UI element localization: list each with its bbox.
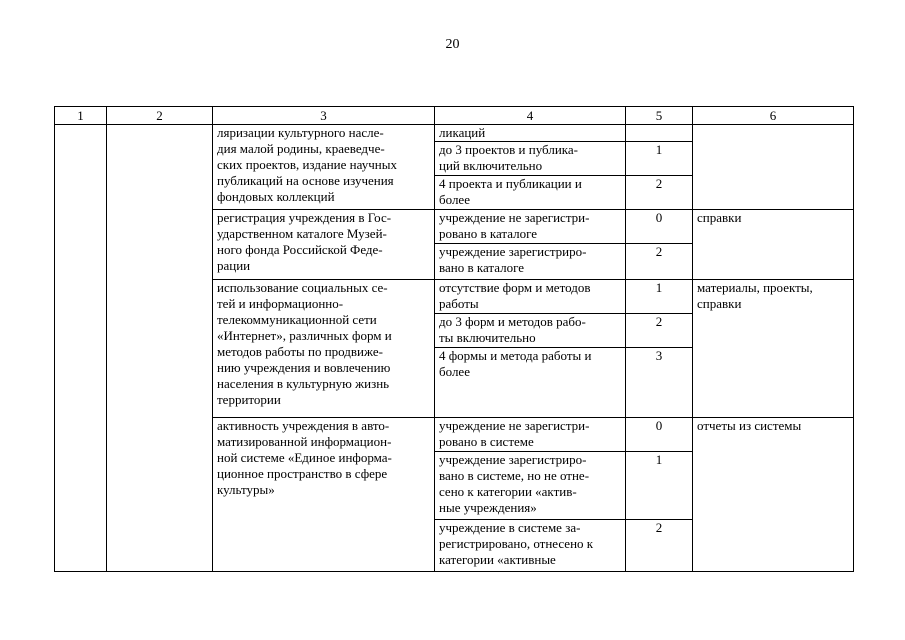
table-row (55, 125, 854, 142)
option-cell: учреждение зарегистриро- вано в каталоге (435, 244, 626, 280)
column-header-3: 3 (213, 107, 435, 125)
table-header-row (55, 107, 854, 125)
criterion-cell: регистрация учреждения в Гос- ударственном каталоге Музей- ного фонда Российской Феде- рации (213, 210, 435, 280)
option-cell: ликаций (435, 125, 626, 142)
score-cell: 2 (626, 520, 693, 572)
criterion-cell: ляризации культурного насле- дия малой родины, краеведче- ских проектов, издание научных публикаций на основе изучения фондовых коллекций (213, 125, 435, 210)
option-cell: до 3 форм и методов рабо- ты включительно (435, 314, 626, 348)
column-header-1: 1 (55, 107, 107, 125)
score-cell: 2 (626, 176, 693, 210)
column-header-5: 5 (626, 107, 693, 125)
column-header-2: 2 (107, 107, 213, 125)
score-cell (626, 125, 693, 142)
criterion-cell: активность учреждения в авто- матизированной информацион- ной системе «Единое информа- ционное пространство в сфере культуры» (213, 418, 435, 572)
score-cell: 1 (626, 280, 693, 314)
option-cell: 4 формы и метода работы и более (435, 348, 626, 418)
criterion-cell: использование социальных се- тей и информационно- телекоммуникационной сети «Интернет», различных форм и методов работы по продвиже- нию учреждения и вовлечению населения в культурную жизнь территории (213, 280, 435, 418)
score-cell: 0 (626, 418, 693, 452)
score-cell: 0 (626, 210, 693, 244)
column-1-cell (55, 125, 107, 572)
option-cell: учреждение не зарегистри- ровано в системе (435, 418, 626, 452)
score-cell: 2 (626, 314, 693, 348)
criteria-table (54, 106, 854, 572)
score-cell: 1 (626, 452, 693, 520)
option-cell: учреждение зарегистриро- вано в системе, но не отне- сено к категории «актив- ные учреждения» (435, 452, 626, 520)
source-cell: материалы, проекты, справки (693, 280, 854, 418)
score-cell: 1 (626, 142, 693, 176)
option-cell: учреждение не зарегистри- ровано в каталоге (435, 210, 626, 244)
score-cell: 3 (626, 348, 693, 418)
column-header-6: 6 (693, 107, 854, 125)
source-cell: справки (693, 210, 854, 280)
source-cell: отчеты из системы (693, 418, 854, 572)
option-cell: отсутствие форм и методов работы (435, 280, 626, 314)
option-cell: до 3 проектов и публика- ций включительно (435, 142, 626, 176)
source-cell (693, 125, 854, 210)
score-cell: 2 (626, 244, 693, 280)
page-number: 20 (445, 37, 460, 52)
option-cell: учреждение в системе за- регистрировано, отнесено к категории «активные (435, 520, 626, 572)
option-cell: 4 проекта и публикации и более (435, 176, 626, 210)
column-2-cell (107, 125, 213, 572)
column-header-4: 4 (435, 107, 626, 125)
